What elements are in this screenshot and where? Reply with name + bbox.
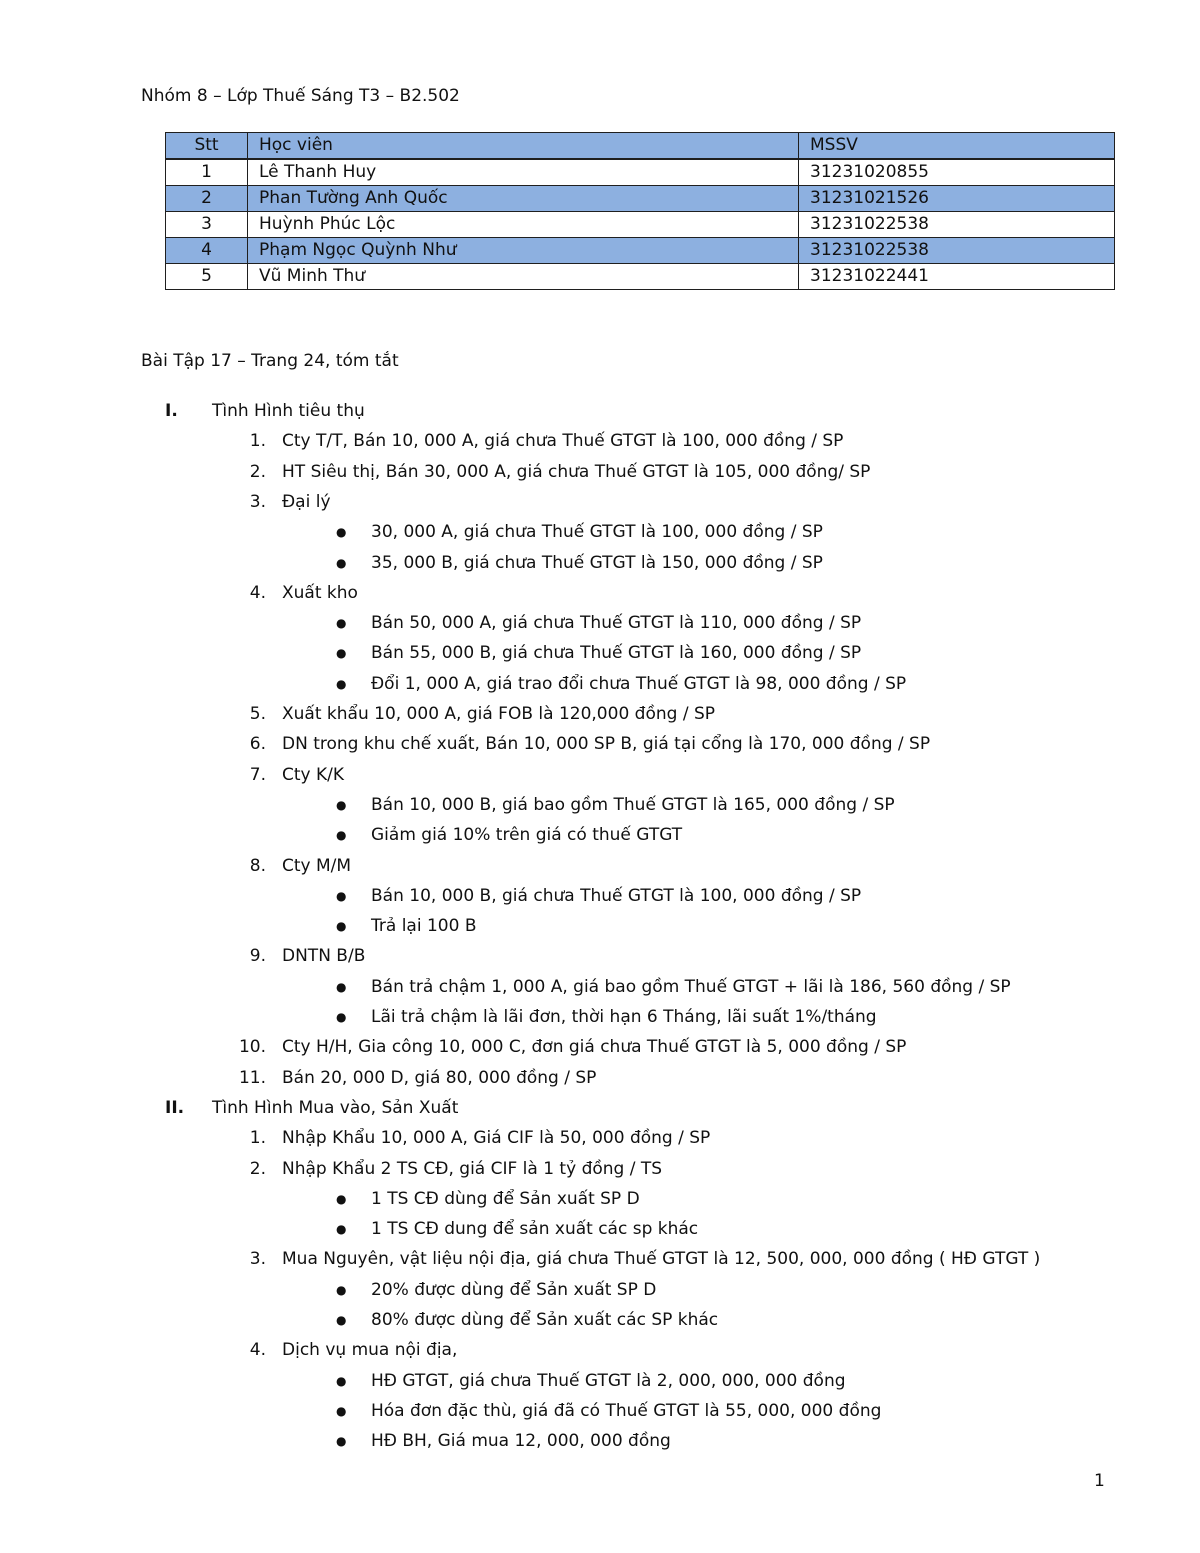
list-item: Nhập Khẩu 10, 000 A, Giá CIF là 50, 000 đồng / SP — [282, 1128, 711, 1149]
bullet-icon: ● — [336, 979, 347, 994]
cell-mssv: 31231021526 — [799, 186, 1115, 212]
section-roman-numeral: II. — [165, 1097, 185, 1118]
section-title: Tình Hình Mua vào, Sản Xuất — [212, 1097, 459, 1118]
item-number: 3. — [249, 1249, 266, 1270]
cell-mssv: 31231020855 — [799, 159, 1115, 186]
header-mssv: MSSV — [799, 133, 1115, 160]
item-number: 4. — [249, 582, 266, 603]
list-item: HT Siêu thị, Bán 30, 000 A, giá chưa Thuế GTGT là 105, 000 đồng/ SP — [282, 461, 871, 482]
list-item: Xuất kho — [282, 582, 358, 603]
cell-student: Phạm Ngọc Quỳnh Như — [248, 238, 799, 264]
bullet-item: 1 TS CĐ dung để sản xuất các sp khác — [371, 1219, 699, 1240]
bullet-item: 20% được dùng để Sản xuất SP D — [371, 1279, 657, 1300]
item-number: 5. — [249, 704, 266, 724]
members-table — [165, 132, 1115, 290]
page-number: 1 — [1094, 1471, 1105, 1491]
bullet-icon: ● — [336, 676, 347, 691]
cell-student: Vũ Minh Thư — [248, 264, 799, 290]
bullet-item: Bán 10, 000 B, giá bao gồm Thuế GTGT là 165, 000 đồng / SP — [371, 794, 895, 815]
table-row — [166, 238, 1115, 264]
bullet-icon: ● — [336, 555, 347, 570]
bullet-icon: ● — [336, 1282, 347, 1297]
bullet-icon: ● — [336, 525, 347, 540]
cell-stt: 5 — [166, 264, 248, 290]
header-stt: Stt — [166, 133, 248, 160]
bullet-icon: ● — [336, 1222, 347, 1237]
list-item: Cty T/T, Bán 10, 000 A, giá chưa Thuế GTGT là 100, 000 đồng / SP — [282, 431, 844, 452]
bullet-item: Trả lại 100 B — [371, 916, 477, 937]
list-item: Cty K/K — [282, 764, 345, 785]
bullet-icon: ● — [336, 797, 347, 812]
list-item: Nhập Khẩu 2 TS CĐ, giá CIF là 1 tỷ đồng / TS — [282, 1158, 663, 1179]
bullet-icon: ● — [336, 1373, 347, 1388]
cell-stt: 3 — [166, 212, 248, 238]
cell-student: Phan Tường Anh Quốc — [248, 186, 799, 212]
table-row — [166, 159, 1115, 186]
table-row — [166, 264, 1115, 290]
bullet-item: 1 TS CĐ dùng để Sản xuất SP D — [371, 1188, 640, 1209]
item-number: 11. — [238, 1067, 266, 1088]
item-number: 3. — [249, 491, 266, 512]
cell-stt: 2 — [166, 186, 248, 212]
list-item: Bán 20, 000 D, giá 80, 000 đồng / SP — [282, 1067, 597, 1088]
item-number: 6. — [249, 734, 266, 755]
list-item: DNTN B/B — [282, 946, 366, 967]
bullet-item: Hóa đơn đặc thù, giá đã có Thuế GTGT là 55, 000, 000 đồng — [371, 1400, 882, 1421]
cell-student: Huỳnh Phúc Lộc — [248, 212, 799, 238]
cell-student: Lê Thanh Huy — [248, 159, 799, 186]
item-number: 10. — [238, 1037, 266, 1058]
item-number: 4. — [249, 1340, 266, 1361]
bullet-item: Bán 50, 000 A, giá chưa Thuế GTGT là 110, 000 đồng / SP — [371, 613, 862, 634]
table-row — [166, 186, 1115, 212]
item-number: 7. — [249, 764, 266, 785]
bullet-icon: ● — [336, 1403, 347, 1418]
list-item: Xuất khẩu 10, 000 A, giá FOB là 120,000 đồng / SP — [282, 704, 715, 724]
item-number: 8. — [249, 855, 266, 876]
cell-mssv: 31231022538 — [799, 238, 1115, 264]
bullet-item: 35, 000 B, giá chưa Thuế GTGT là 150, 000 đồng / SP — [371, 552, 823, 573]
bullet-icon: ● — [336, 646, 347, 661]
table-row — [166, 212, 1115, 238]
bullet-item: Đổi 1, 000 A, giá trao đổi chưa Thuế GTGT là 98, 000 đồng / SP — [371, 673, 907, 694]
bullet-icon: ● — [336, 1191, 347, 1206]
bullet-item: 30, 000 A, giá chưa Thuế GTGT là 100, 000 đồng / SP — [371, 522, 823, 543]
item-number: 1. — [249, 1128, 266, 1149]
bullet-icon: ● — [336, 828, 347, 843]
bullet-icon: ● — [336, 616, 347, 631]
header-student: Học viên — [248, 133, 799, 160]
list-item: Dịch vụ mua nội địa, — [282, 1340, 458, 1361]
list-item: Cty M/M — [282, 855, 352, 876]
bullet-item: Bán 55, 000 B, giá chưa Thuế GTGT là 160, 000 đồng / SP — [371, 643, 862, 664]
table-header-row — [166, 133, 1115, 160]
list-item: Mua Nguyên, vật liệu nội địa, giá chưa Thuế GTGT là 12, 500, 000, 000 đồng ( HĐ GTGT ) — [282, 1249, 1041, 1270]
bullet-icon: ● — [336, 919, 347, 934]
cell-mssv: 31231022441 — [799, 264, 1115, 290]
item-number: 2. — [249, 1158, 266, 1179]
bullet-icon: ● — [336, 1010, 347, 1024]
bullet-icon: ● — [336, 888, 347, 903]
item-number: 9. — [249, 946, 266, 967]
bullet-item: Lãi trả chậm là lãi đơn, thời hạn 6 Tháng, lãi suất 1%/tháng — [371, 1007, 877, 1027]
section-title: Tình Hình tiêu thụ — [212, 401, 365, 421]
list-item: DN trong khu chế xuất, Bán 10, 000 SP B, giá tại cổng là 170, 000 đồng / SP — [282, 734, 931, 755]
item-number: 1. — [249, 431, 266, 452]
bullet-item: HĐ BH, Giá mua 12, 000, 000 đồng — [371, 1431, 671, 1452]
exercise-title: Bài Tập 17 – Trang 24, tóm tắt — [141, 351, 399, 371]
item-number: 2. — [249, 461, 266, 482]
list-item: Cty H/H, Gia công 10, 000 C, đơn giá chưa Thuế GTGT là 5, 000 đồng / SP — [282, 1037, 907, 1058]
bullet-item: Bán 10, 000 B, giá chưa Thuế GTGT là 100, 000 đồng / SP — [371, 885, 862, 906]
cell-mssv: 31231022538 — [799, 212, 1115, 238]
bullet-icon: ● — [336, 1434, 347, 1449]
cell-stt: 1 — [166, 159, 248, 186]
bullet-item: HĐ GTGT, giá chưa Thuế GTGT là 2, 000, 000, 000 đồng — [371, 1370, 846, 1391]
section-roman-numeral: I. — [165, 401, 178, 421]
bullet-item: Bán trả chậm 1, 000 A, giá bao gồm Thuế GTGT + lãi là 186, 560 đồng / SP — [371, 976, 1011, 997]
bullet-item: Giảm giá 10% trên giá có thuế GTGT — [371, 825, 683, 846]
page-heading: Nhóm 8 – Lớp Thuế Sáng T3 – B2.502 — [141, 86, 460, 106]
cell-stt: 4 — [166, 238, 248, 264]
bullet-item: 80% được dùng để Sản xuất các SP khác — [371, 1310, 719, 1330]
list-item: Đại lý — [282, 491, 331, 512]
bullet-icon: ● — [336, 1313, 347, 1327]
